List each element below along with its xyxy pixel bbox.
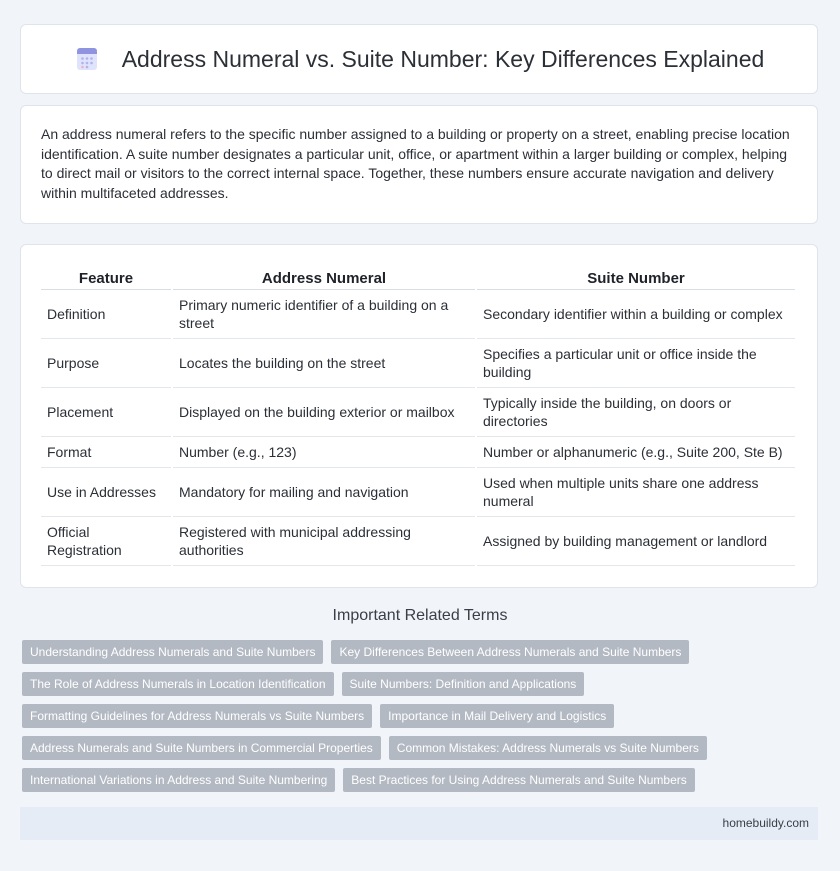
related-term-tag[interactable]: International Variations in Address and Suite Numbering [22, 768, 335, 792]
table-cell-feature: Format [41, 437, 171, 468]
document-icon [74, 46, 100, 72]
related-term-tag[interactable]: Key Differences Between Address Numerals and Suite Numbers [331, 640, 689, 664]
table-cell-suite-number: Number or alphanumeric (e.g., Suite 200, Ste B) [477, 437, 795, 468]
table-row [41, 517, 795, 566]
related-term-tag[interactable]: Understanding Address Numerals and Suite Numbers [22, 640, 323, 664]
table-cell-feature: Use in Addresses [41, 468, 171, 517]
table-cell-feature: Placement [41, 388, 171, 437]
table-header-row [41, 265, 795, 290]
table-cell-address-numeral: Locates the building on the street [173, 339, 475, 388]
tag-row [22, 704, 818, 728]
table-cell-suite-number: Assigned by building management or landlord [477, 517, 795, 566]
header [74, 46, 765, 73]
related-term-tag[interactable]: Address Numerals and Suite Numbers in Commercial Properties [22, 736, 381, 760]
table-cell-suite-number: Secondary identifier within a building or complex [477, 290, 795, 339]
related-term-tag[interactable]: Best Practices for Using Address Numerals and Suite Numbers [343, 768, 694, 792]
tag-row [22, 768, 818, 792]
table-row [41, 339, 795, 388]
tag-row [22, 640, 818, 664]
table-cell-feature: Purpose [41, 339, 171, 388]
table-cell-feature: Official Registration [41, 517, 171, 566]
column-header-suite-number: Suite Number [477, 265, 795, 290]
footer [20, 807, 818, 840]
tag-row [22, 672, 818, 696]
column-header-feature: Feature [41, 265, 171, 290]
related-term-tag[interactable]: The Role of Address Numerals in Location Identification [22, 672, 334, 696]
table-cell-address-numeral: Registered with municipal addressing authorities [173, 517, 475, 566]
table-row [41, 437, 795, 468]
related-terms-list [22, 640, 818, 800]
table-cell-address-numeral: Primary numeric identifier of a building on a street [173, 290, 475, 339]
table-cell-suite-number: Specifies a particular unit or office inside the building [477, 339, 795, 388]
related-term-tag[interactable]: Suite Numbers: Definition and Applications [342, 672, 585, 696]
related-terms-heading: Important Related Terms [332, 607, 508, 624]
header-card [20, 24, 818, 94]
tag-row [22, 736, 818, 760]
table-cell-address-numeral: Mandatory for mailing and navigation [173, 468, 475, 517]
intro-card [20, 105, 818, 224]
intro-paragraph: An address numeral refers to the specific number assigned to a building or property on a street, enabling precise location identification. A suite number designates a particular unit, office, or apartment within a larger building or complex, helping to direct mail or visitors to the correct internal space. Together, these numbers ensure accurate navigation and delivery within multifaceted addresses. [41, 126, 790, 201]
table-cell-address-numeral: Displayed on the building exterior or mailbox [173, 388, 475, 437]
table-cell-feature: Definition [41, 290, 171, 339]
table-row [41, 468, 795, 517]
column-header-address-numeral: Address Numeral [173, 265, 475, 290]
related-term-tag[interactable]: Formatting Guidelines for Address Numerals vs Suite Numbers [22, 704, 372, 728]
related-term-tag[interactable]: Common Mistakes: Address Numerals vs Suite Numbers [389, 736, 707, 760]
comparison-table [39, 265, 797, 566]
table-row [41, 388, 795, 437]
table-cell-suite-number: Used when multiple units share one address numeral [477, 468, 795, 517]
table-cell-address-numeral: Number (e.g., 123) [173, 437, 475, 468]
table-row [41, 290, 795, 339]
footer-site-link[interactable]: homebuildy.com [722, 816, 809, 830]
table-cell-suite-number: Typically inside the building, on doors or directories [477, 388, 795, 437]
comparison-card [20, 244, 818, 588]
related-term-tag[interactable]: Importance in Mail Delivery and Logistics [380, 704, 614, 728]
page-title: Address Numeral vs. Suite Number: Key Differences Explained [121, 45, 765, 72]
